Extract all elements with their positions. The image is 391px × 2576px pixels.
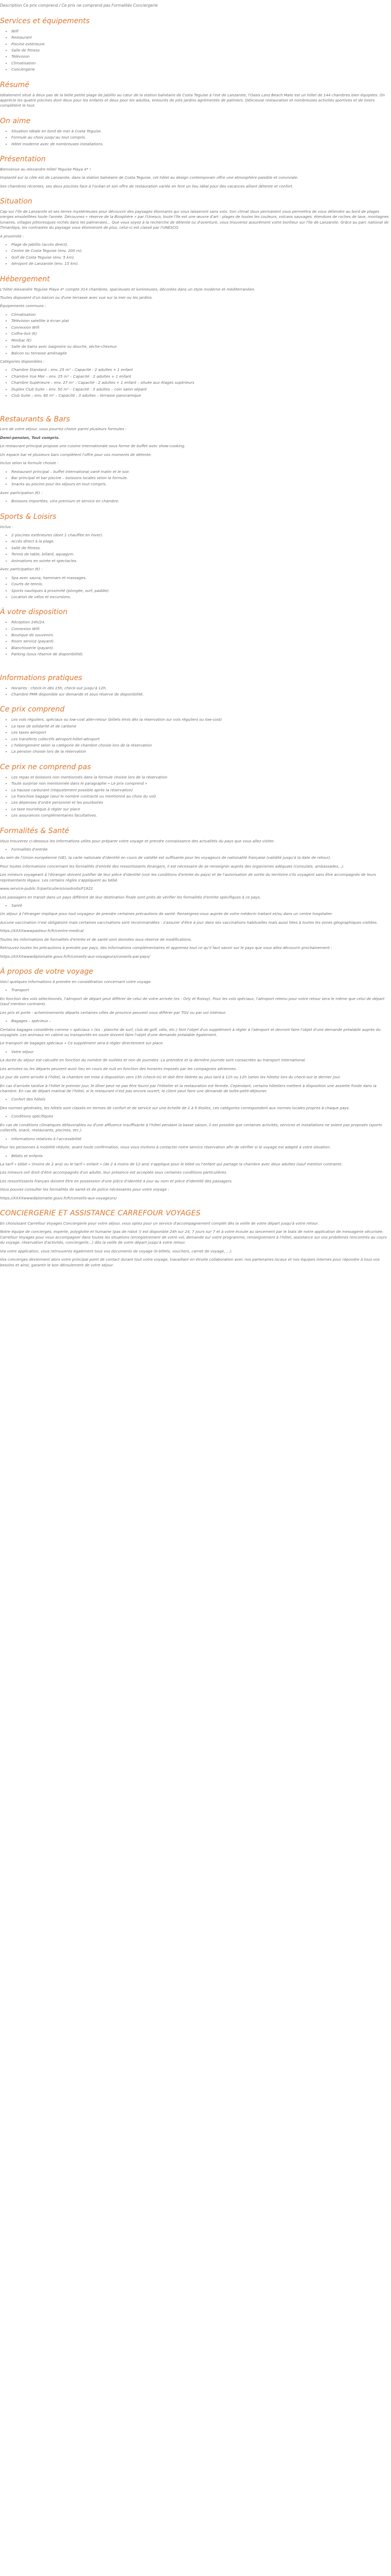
list-item: • 2 piscines extérieures (dont 1 chauffée en hiver). bbox=[11, 533, 391, 538]
paragraph: Le restaurant principal propose une cuisine internationale sous forme de buffet avec show-cooking. bbox=[0, 444, 186, 449]
list-item: • Télévision satellite à écran plat bbox=[11, 318, 391, 324]
prix-comprend-list bbox=[0, 717, 391, 755]
paragraph: La tarif « bébé » (moins de 2 ans) ou le tarif « enfant » (de 2 à moins de 12 ans) s'applique pour le bébé ou l'enfant qui partage la chambre avec deux adultes (sauf mention contraire). bbox=[0, 1161, 343, 1166]
categories-list bbox=[0, 367, 391, 398]
list-item: • Conciergerie bbox=[11, 67, 391, 72]
list-item: • Salle de fitness bbox=[11, 48, 391, 53]
paragraph: Les prix et porte : acheminements départs certaines villes de province peuvent vous différer par TGV ou par vol intérieur. bbox=[0, 1010, 226, 1015]
list-item: • Tennis de table, billard, aquagym. bbox=[11, 552, 391, 557]
paragraph: En fonction des vols sélectionnés, l'aéroport de départ peut différer de celui de votre arrivée (ex : Orly et Roissy). Pour les vols spéciaux, l'aéroport retenu pour votre retour sera le même que celui de départ (sauf mention contraire). bbox=[0, 996, 385, 1007]
list-item: • Sports nautiques à proximité (plongée, surf, paddle). bbox=[11, 588, 391, 594]
list-item: • Aéroport de Lanzarote (env. 15 km). bbox=[11, 261, 391, 266]
link-text[interactable]: https://XXXXwwwdiplomatie.gouv.fr/fr/conseils-aux-voyageurs/ bbox=[0, 1195, 117, 1200]
prix-ne-comprend-list bbox=[0, 775, 391, 819]
list-item: • Bar principal et bar piscine – boissons locales selon la formule. bbox=[11, 476, 391, 481]
paragraph: Catégories disponibles : bbox=[0, 359, 45, 364]
list-item: • Chambre PMR disponible sur demande et sous réserve de disponibilité. bbox=[11, 692, 391, 697]
list-item: • La hausse carburant (réajustement possible après la réservation) bbox=[11, 788, 391, 793]
section-on-aime bbox=[0, 117, 391, 147]
list-item: • Courts de tennis. bbox=[11, 582, 391, 587]
section-situation bbox=[0, 197, 391, 267]
paragraph: Le transport de bagages spéciaux « Ce supplément sera à régler directement sur place. bbox=[0, 1041, 164, 1046]
section-prix-comprend bbox=[0, 705, 391, 754]
list-item: • Santé bbox=[11, 903, 391, 908]
paragraph: Demi-pension, Tout compris. bbox=[0, 435, 60, 440]
list-item: • Bébés et enfants bbox=[11, 1154, 391, 1159]
paragraph: Les arrivées ou les départs peuvent avoir lieu en cours de nuit en fonction des horaires imposés par les compagnies aériennes. bbox=[0, 1066, 237, 1071]
paragraph: Notre équipe de concierges, experte, polyglotte et humaine (pas de robot !) est disponible 24h sur 24, 7 jours sur 7 et à votre écoute au lancement par le biais de notre application de messagerie sécurisée. Carrefour Voyages pour vous accompagner dans toutes les situations (enregistrement de votre vol, demande sur votre programme, renseignement à l'hôtel, assistance sur vos problèmes rencontrés au cours du voyage, réservation d'activités, conciergerie...) dès la veille de votre départ jusqu'à votre retour. bbox=[0, 1229, 387, 1245]
paragraph: Voici quelques informations à prendre en considération concernant votre voyage. bbox=[0, 979, 152, 984]
section-title: Ce prix comprend bbox=[0, 705, 65, 714]
paragraph: Toutes les informations de formalités d'entrée et de santé sont données sous réserve de modifications. bbox=[0, 937, 192, 942]
paragraph: Via votre application, vous retrouverez également tous vos documents de voyage (e-billets, vouchers, carnet de voyage, ...). bbox=[0, 1248, 233, 1253]
list-item: • Confort des hôtels bbox=[11, 1097, 391, 1102]
infos-list bbox=[0, 686, 391, 698]
confort-subhead bbox=[0, 1097, 391, 1102]
list-item: • Parking (sous réserve de disponibilité). bbox=[11, 652, 391, 657]
list-item: • Les taxes aéroport bbox=[11, 730, 391, 735]
paragraph: En cas de conditions climatiques défavorables ou d'une affluence insuffisante à l'hôtel pendant la basse saison, il est possible que certaines activités, services et installations ne soient pas proposés (sports collectifs, snack, restaurants, piscines, etc.). bbox=[0, 1122, 382, 1133]
list-item: • Restaurant principal – buffet international varié matin et le soir. bbox=[11, 469, 391, 474]
section-title: Sports & Loisirs bbox=[0, 512, 57, 521]
section-title: Hébergement bbox=[0, 275, 50, 283]
list-item: • Transport bbox=[11, 988, 391, 993]
list-item: • Horaires : check-in dès 15h, check-out jusqu'à 12h. bbox=[11, 686, 391, 691]
sports-included-list bbox=[0, 533, 391, 564]
paragraph: Ses chambres récentes, ses deux piscines face à l'océan et son offre de restauration variée en font un lieu idéal pour des vacances alliant détente et confort. bbox=[0, 183, 294, 189]
paragraph: Inclus selon la formule choisie : bbox=[0, 461, 59, 466]
paragraph: Les ressortissants français doivent être en possession d'une pièce d'identité à jour au nom et pièce d'identité des passagers. bbox=[0, 1178, 233, 1183]
list-item: • Formule au choix jusqu'au tout compris. bbox=[11, 135, 391, 140]
section-disposition bbox=[0, 608, 391, 657]
paragraph: Avec participation (€) : bbox=[0, 567, 43, 572]
section-services bbox=[0, 17, 391, 73]
list-item: • Plage de Jablillo (accès direct). bbox=[11, 242, 391, 247]
paragraph: Implanté sur la côte est de Lanzarote, dans la station balnéaire de Costa Teguise, cet hôtel au design contemporain offre une atmosphère paisible et conviviale. bbox=[0, 175, 299, 180]
breadcrumb: Description Ce prix comprend / Ce prix ne comprend pas Formalités Conciergerie bbox=[0, 3, 158, 8]
list-item: • Boutique de souvenirs. bbox=[11, 633, 391, 638]
paragraph: Vous trouverez ci-dessous les informations utiles pour préparer votre voyage et prendre connaissance des actualités du pays que vous allez visiter. bbox=[0, 838, 275, 843]
paragraph: Un espace bar et plusieurs bars complètent l'offre pour vos moments de détente. bbox=[0, 452, 152, 457]
paragraph: Retrouvez toutes les précautions à prendre par pays, des informations complémentaires et apprenez tout ce qu'il faut savoir sur le pays que vous allez découvrir prochainement : bbox=[0, 945, 332, 951]
paragraph: En choisissant Carrefour Voyages Conciergerie pour votre séjour, vous optez pour un service d'accompagnement complet dès la veille de votre départ jusqu'à votre retour. bbox=[0, 1221, 319, 1226]
paragraph: Avec participation (€) : bbox=[0, 490, 43, 495]
list-item: • Toute surprise non mentionnée dans le paragraphe « Le prix comprend » bbox=[11, 781, 391, 786]
list-item: • Climatisation bbox=[11, 312, 391, 317]
paragraph: Équipements communs : bbox=[0, 303, 46, 309]
list-item: • Duplex Club Suite – env. 50 m² – Capacité : 3 adultes – coin salon séparé bbox=[11, 387, 391, 392]
section-presentation bbox=[0, 155, 391, 189]
paragraph: Vos concierges deviennent alors votre principal point de contact durant tout votre voyage, travaillant en étroite collaboration avec nos partenaires locaux et nos équipes internes pour répondre à tous vos besoins et ainsi, garantir le bon déroulement de votre séjour. bbox=[0, 1257, 380, 1267]
section-title: CONCIERGERIE ET ASSISTANCE CARREFOUR VOYAGES bbox=[0, 1209, 201, 1218]
formalites-subhead bbox=[0, 847, 391, 852]
conditions-subhead bbox=[0, 1114, 391, 1119]
paragraph: Les mineurs voyageant à l'étranger doivent justifier de leur pièce d'identité (voir les conditions d'entrée du pays) et de l'autorisation de sortie du territoire s'ils voyagent sans être accompagnés de leurs représentants légaux. Les certains règles s'appliquent au bébé. bbox=[0, 872, 376, 883]
list-item: • Les transferts collectifs aéroport-hôtel-aéroport bbox=[11, 737, 391, 742]
list-item: • Room service (payant). bbox=[11, 639, 391, 644]
list-item: • Minibar (€) bbox=[11, 338, 391, 343]
paragraph: À proximité : bbox=[0, 233, 24, 239]
included-list bbox=[0, 469, 391, 487]
paragraph: Lors de votre séjour, vous pourrez choisir parmi plusieurs formules : bbox=[0, 427, 127, 432]
paragraph: En cas d'arrivée tardive à l'hôtel le premier jour, le dîner peut ne pas être fourni par l'hôtelier et la restauration est fermée. Cependant, certains hôteliers mettent à disposition une assiette froide dans la chambre. En cas de départ matinal de l'hôtel, si le restaurant n'est pas encore ouvert, le client peut faire une demande de boîte-petit-déjeuner. bbox=[0, 1083, 377, 1094]
list-item: • Wifi bbox=[11, 29, 391, 34]
section-formalites bbox=[0, 827, 391, 959]
list-item: • La taxe touristique à régler sur place bbox=[11, 807, 391, 812]
list-item: • Balcon ou terrasse aménagée bbox=[11, 351, 391, 356]
list-item: • Connexion Wifi bbox=[11, 325, 391, 330]
paragraph: Le jour de votre arrivée à l'hôtel, la chambre est mise à disposition vers 15h (check-in) et doit être libérée au plus tard à 11h ou 12h (selon les hôtels) lors du check-out le dernier jour. bbox=[0, 1075, 341, 1080]
list-item: • Les dépenses d'ordre personnel et les pourboires bbox=[11, 800, 391, 805]
section-title: À propos de votre voyage bbox=[0, 968, 93, 976]
list-item: • Boissons importées, vins premium et service en chambre. bbox=[11, 499, 391, 504]
list-item: • Accès direct à la plage. bbox=[11, 539, 391, 544]
list-item: • Salle de bains avec baignoire ou douche, sèche-cheveux bbox=[11, 344, 391, 349]
paragraph: Idéalement situé à deux pas de la belle petite plage de Jablillo au cœur de la station balnéaire de Costa Teguise à l'est de Lanzarote, l'Oasis Lanz Beach Mate est un hôtel de 144 chambres bien équipées. On apprécie les quatre piscines dont deux pour les enfants et deux pour les adultes, entourés de jolis jardins agrémentés de palmiers. Délicieuse restauration et nombreuses activités sportives et de loisirs complètent le tout. bbox=[0, 92, 385, 108]
list-item: • Votre séjour bbox=[11, 1049, 391, 1055]
list-item: • Situation idéale en bord de mer à Costa Teguise. bbox=[11, 129, 391, 134]
section-sports bbox=[0, 513, 391, 600]
paragraph: Pour toutes informations concernant les formalités d'entrée des ressortissants étrangers, il est nécessaire de se renseigner auprès des organismes adéquats (consulats, ambassades...). bbox=[0, 863, 345, 869]
list-item: • Chambre Supérieure – env. 27 m² – Capacité : 2 adultes + 1 enfant – située aux étages supérieurs bbox=[11, 380, 391, 385]
section-title: Situation bbox=[0, 197, 32, 206]
section-title: À votre disposition bbox=[0, 608, 68, 617]
section-title: Résumé bbox=[0, 80, 29, 89]
list-item: • Chambre Standard – env. 25 m² – Capacité : 2 adultes + 1 enfant bbox=[11, 367, 391, 372]
list-item: • Restaurant bbox=[11, 35, 391, 40]
section-conciergerie bbox=[0, 1209, 391, 1268]
list-item: • Conditions spécifiques bbox=[11, 1114, 391, 1119]
list-item: • Salle de fitness. bbox=[11, 546, 391, 551]
list-item: • Informations relatives à l'accessibilité bbox=[11, 1137, 391, 1142]
list-item: • Location de vélos et excursions. bbox=[11, 595, 391, 600]
paragraph: Aucune vaccination n'est obligatoire mais certaines vaccinations sont recommandées : s'assurer d'être à jour dans ses vaccinations habituelles mais aussi liées à toutes les zones géographiques visitées. bbox=[0, 920, 378, 925]
list-item: • La taxe de solidarité et de carbone bbox=[11, 724, 391, 729]
section-prix-ne-comprend bbox=[0, 763, 391, 819]
list-item: • Les vols réguliers, spéciaux ou low-cost aller-retour (billets émis dès la réservation sur vols réguliers ou low-cost) bbox=[11, 717, 391, 722]
list-item: • Centre de Costa Teguise (env. 200 m). bbox=[11, 248, 391, 253]
section-a-propos bbox=[0, 968, 391, 1201]
extra-list bbox=[0, 499, 391, 504]
list-item: • Coffre-fort (€) bbox=[11, 331, 391, 336]
section-restaurants bbox=[0, 415, 391, 504]
section-title: Ce prix ne comprend pas bbox=[0, 762, 91, 771]
sejour-subhead bbox=[0, 1049, 391, 1055]
transport-subhead bbox=[0, 988, 391, 993]
paragraph: Les mineurs ont droit d'être accompagnés d'un adulte, leur présence est acceptée sous certaines conditions particulières. bbox=[0, 1170, 227, 1175]
list-item: • Blanchisserie (payant). bbox=[11, 646, 391, 651]
list-item: • Animations en soirée et spectacles. bbox=[11, 558, 391, 564]
link-text[interactable]: https://XXXXwwwpasteur.fr/fr/centre-medical bbox=[0, 928, 84, 934]
list-item: • Golf de Costa Teguise (env. 5 km). bbox=[11, 255, 391, 260]
bagages-subhead bbox=[0, 1019, 391, 1024]
list-item: • Réception 24h/24. bbox=[11, 620, 391, 625]
section-infos bbox=[0, 674, 391, 698]
section-title: Services et équipements bbox=[0, 16, 90, 25]
section-hebergement bbox=[0, 275, 391, 399]
list-item: • Télévision bbox=[11, 54, 391, 59]
section-resume bbox=[0, 81, 391, 109]
paragraph: Pour les personnes à mobilité réduite, avant toute confirmation, nous vous invitons à contacter notre service réservation afin de vérifier si le voyage est adapté à votre situation. bbox=[0, 1145, 331, 1150]
paragraph: La durée du séjour est calculée en fonction du nombre de nuitées et non de journées. La première et la dernière journée sont consacrées au transport international. bbox=[0, 1058, 306, 1063]
equipment-list bbox=[0, 312, 391, 356]
on-aime-list bbox=[0, 129, 391, 147]
paragraph: Vous pouvez consulter les formalités de santé et de police nécessaires pour votre voyage : bbox=[0, 1187, 169, 1192]
list-item: • Les assurances complémentaires facultatives. bbox=[11, 813, 391, 818]
paragraph: Un séjour à l'étranger implique pour tout voyageur de prendre certaines précautions de santé. Renseignez-vous auprès de votre médecin traitant et/ou dans un centre hospitalier. bbox=[0, 911, 333, 917]
list-item: • La pension choisie lors de la réservation bbox=[11, 749, 391, 754]
list-item: • Piscine extérieure bbox=[11, 42, 391, 47]
list-item: • Hôtel moderne avec de nombreuses installations. bbox=[11, 142, 391, 147]
section-title: Formalités & Santé bbox=[0, 826, 70, 835]
bebes-subhead bbox=[0, 1154, 391, 1159]
paragraph: L'hôtel Alexandre Teguise Playa 4* compte 314 chambres, spacieuses et lumineuses, décorées dans un style moderne et méditerranéen. bbox=[0, 286, 255, 292]
link-text[interactable]: https://XXXXwwwdiplomatie.gouv.fr/fr/conseils-aux-voyageurs/conseils-par-pays/ bbox=[0, 954, 150, 959]
list-item: • Spa avec sauna, hammam et massages. bbox=[11, 575, 391, 581]
section-title: On aime bbox=[0, 116, 31, 125]
paragraph: Bienvenue au Alexandre Hôtel Teguise Playa 4* ! bbox=[0, 166, 91, 172]
list-item: • Snacks au piscine pour les séjours en tout compris. bbox=[11, 482, 391, 487]
list-item: • L'hébergement selon la catégorie de chambre choisie lors de la réservation bbox=[11, 743, 391, 748]
list-item: • Les repas et boissons non mentionnés dans la formule choisie lors de la réservation bbox=[11, 775, 391, 780]
paragraph: Toutes disposent d'un balcon ou d'une terrasse avec vue sur la mer ou les jardins. bbox=[0, 295, 153, 300]
list-item: • Bagages – spécieux – bbox=[11, 1019, 391, 1024]
proximity-list bbox=[0, 242, 391, 267]
section-title: Présentation bbox=[0, 155, 46, 163]
list-item: • La franchise bagage (seul le nombre contracté ou mentionné au choix du vol) bbox=[11, 794, 391, 799]
paragraph: Certains bagages considérés comme « spéciaux » (ex : planche de surf, club de golf, vélo, etc.) font l'objet d'un supplément à régler à l'aéroport et devront faire l'objet d'une demande préalable auprès du voyagiste. Les animaux en cabine ou transportés en soute doivent faire l'objet d'une demande préalable également. bbox=[0, 1027, 381, 1037]
sports-extra-list bbox=[0, 575, 391, 600]
paragraph: Les passagers en transit dans un pays différent de leur destination finale sont priés de vérifier les formalités d'entrée spécifiques à ce pays. bbox=[0, 894, 261, 900]
accessibilite-subhead bbox=[0, 1137, 391, 1142]
list-item: • Club Suite – env. 60 m² – Capacité : 3 adultes – terrasse panoramique bbox=[11, 393, 391, 398]
sante-subhead bbox=[0, 903, 391, 908]
list-item: • Climatisation bbox=[11, 61, 391, 66]
paragraph: Au sein de l'Union européenne (UE), la carte nationale d'identité en cours de validité est suffisante pour les voyageurs de nationalité française (validité jusqu'à la date de retour). bbox=[0, 855, 331, 860]
paragraph: Des normes générales, les hôtels sont classés en termes de confort et de service sur une échelle de 1 à 5 étoiles, ces catégories correspondent aux normes locales propres à chaque pays. bbox=[0, 1105, 350, 1110]
section-title: Restaurants & Bars bbox=[0, 415, 70, 423]
section-title: Informations pratiques bbox=[0, 673, 83, 682]
paragraph: Cap sur l'île de Lanzarote et ses terres mystérieuses pour découvrir des paysages étonnants qui vous laisseront sans voix. Son climat doux permanent vous permettra de vous détendre au bord de plages vierges ensoleillées toute l'année. Découvrez « réserve de la Biosphère » par l'Unesco, toute l'île est une œuvre d'art : plages de toutes les couleurs, volcans sauvages, étendues de roches de lave, montagnes lunaires, villages pittoresques nichés dans les palmeraies... Que vous soyez à la recherche de détente ou d'aventure, vous trouverez assurément votre bonheur sur l'île de Lanzarote. Grâce au parc national de Timanfaya, les contrastes du paysage vous étonneront de plus, celui-ci est classé par l'UNESCO. bbox=[0, 209, 389, 230]
list-item: • Chambre Vue Mer – env. 25 m² – Capacité : 2 adultes + 1 enfant bbox=[11, 374, 391, 379]
link-text[interactable]: www.service-public.fr/particuliers/vosdroits/F1922 bbox=[0, 886, 93, 891]
services-list bbox=[0, 29, 391, 73]
paragraph: Inclus : bbox=[0, 524, 13, 529]
page bbox=[0, 3, 391, 1268]
list-item: • Connexion Wifi. bbox=[11, 626, 391, 632]
disposition-list bbox=[0, 620, 391, 657]
list-item: • Formalités d'entrée bbox=[11, 847, 391, 852]
